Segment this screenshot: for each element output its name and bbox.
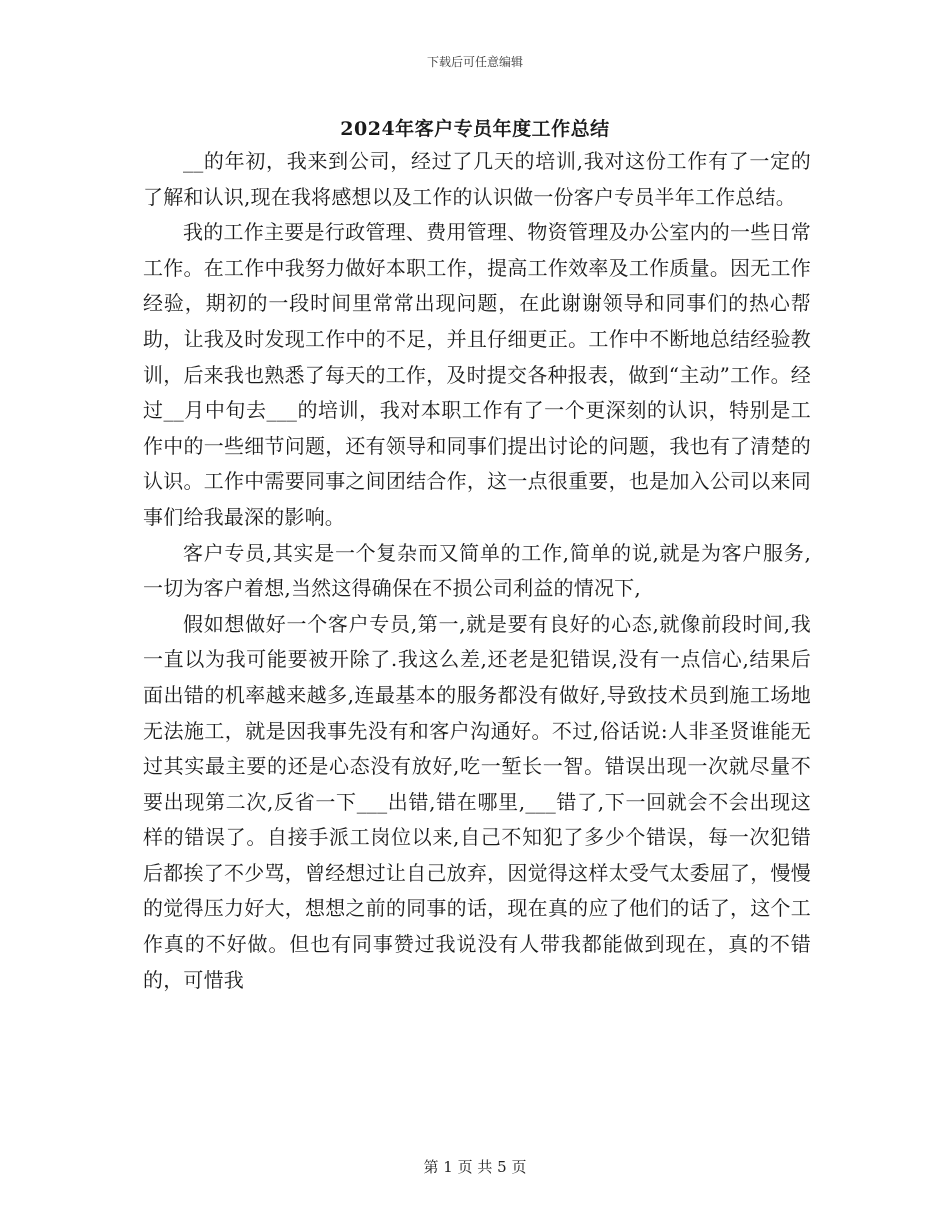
paragraph: __的年初，我来到公司，经过了几天的培训,我对这份工作有了一定的了解和认识,现在我将感想以及工作的认识做一份客户专员半年工作总结。: [143, 149, 811, 209]
page-indicator: 第 1 页 共 5 页: [423, 1158, 527, 1176]
document-body: [143, 144, 811, 998]
paragraph: 客户专员,其实是一个复杂而又简单的工作,简单的说,就是为客户服务,一切为客户着想,当然这得确保在不损公司利益的情况下,: [143, 540, 811, 601]
document-title: 2024年客户专员年度工作总结: [340, 118, 610, 140]
paragraph: 假如想做好一个客户专员,第一,就是要有良好的心态,就像前段时间,我一直以为我可能要被开除了.我这么差,还老是犯错误,没有一点信心,结果后面出错的机率越来越多,连最基本的服务都没有做好,导致技术员到施工场地无法施工，就是因我事先没有和客户沟通好。不过,俗话说:人非圣贤谁能无过其实最主要的还是心态没有放好,吃一堑长一智。错误出现一次就尽量不要出现第二次,反省一下___出错,错在哪里,___错了,下一回就会不会出现这样的错误了。自接手派工岗位以来,自己不知犯了多少个错误，每一次犯错后都挨了不少骂，曾经想过让自己放弃，因觉得这样太受气太委屈了，慢慢的觉得压力好大，想想之前的同事的话，现在真的应了他们的话了，这个工作真的不好做。但也有同事赞过我说没有人带我都能做到现在，真的不错的，可惜我: [143, 611, 811, 992]
paragraph: 我的工作主要是行政管理、费用管理、物资管理及办公室内的一些日常工作。在工作中我努力做好本职工作，提高工作效率及工作质量。因无工作经验，期初的一段时间里常常出现问题，在此谢谢领导和同事们的热心帮助，让我及时发现工作中的不足，并且仔细更正。工作中不断地总结经验教训，后来我也熟悉了每天的工作，及时提交各种报表，做到“主动”工作。经过__月中旬去___的培训，我对本职工作有了一个更深刻的认识，特别是工作中的一些细节问题，还有领导和同事们提出讨论的问题，我也有了清楚的认识。工作中需要同事之间团结合作，这一点很重要，也是加入公司以来同事们给我最深的影响。: [143, 220, 811, 529]
header-note: 下载后可任意编辑: [426, 55, 523, 69]
